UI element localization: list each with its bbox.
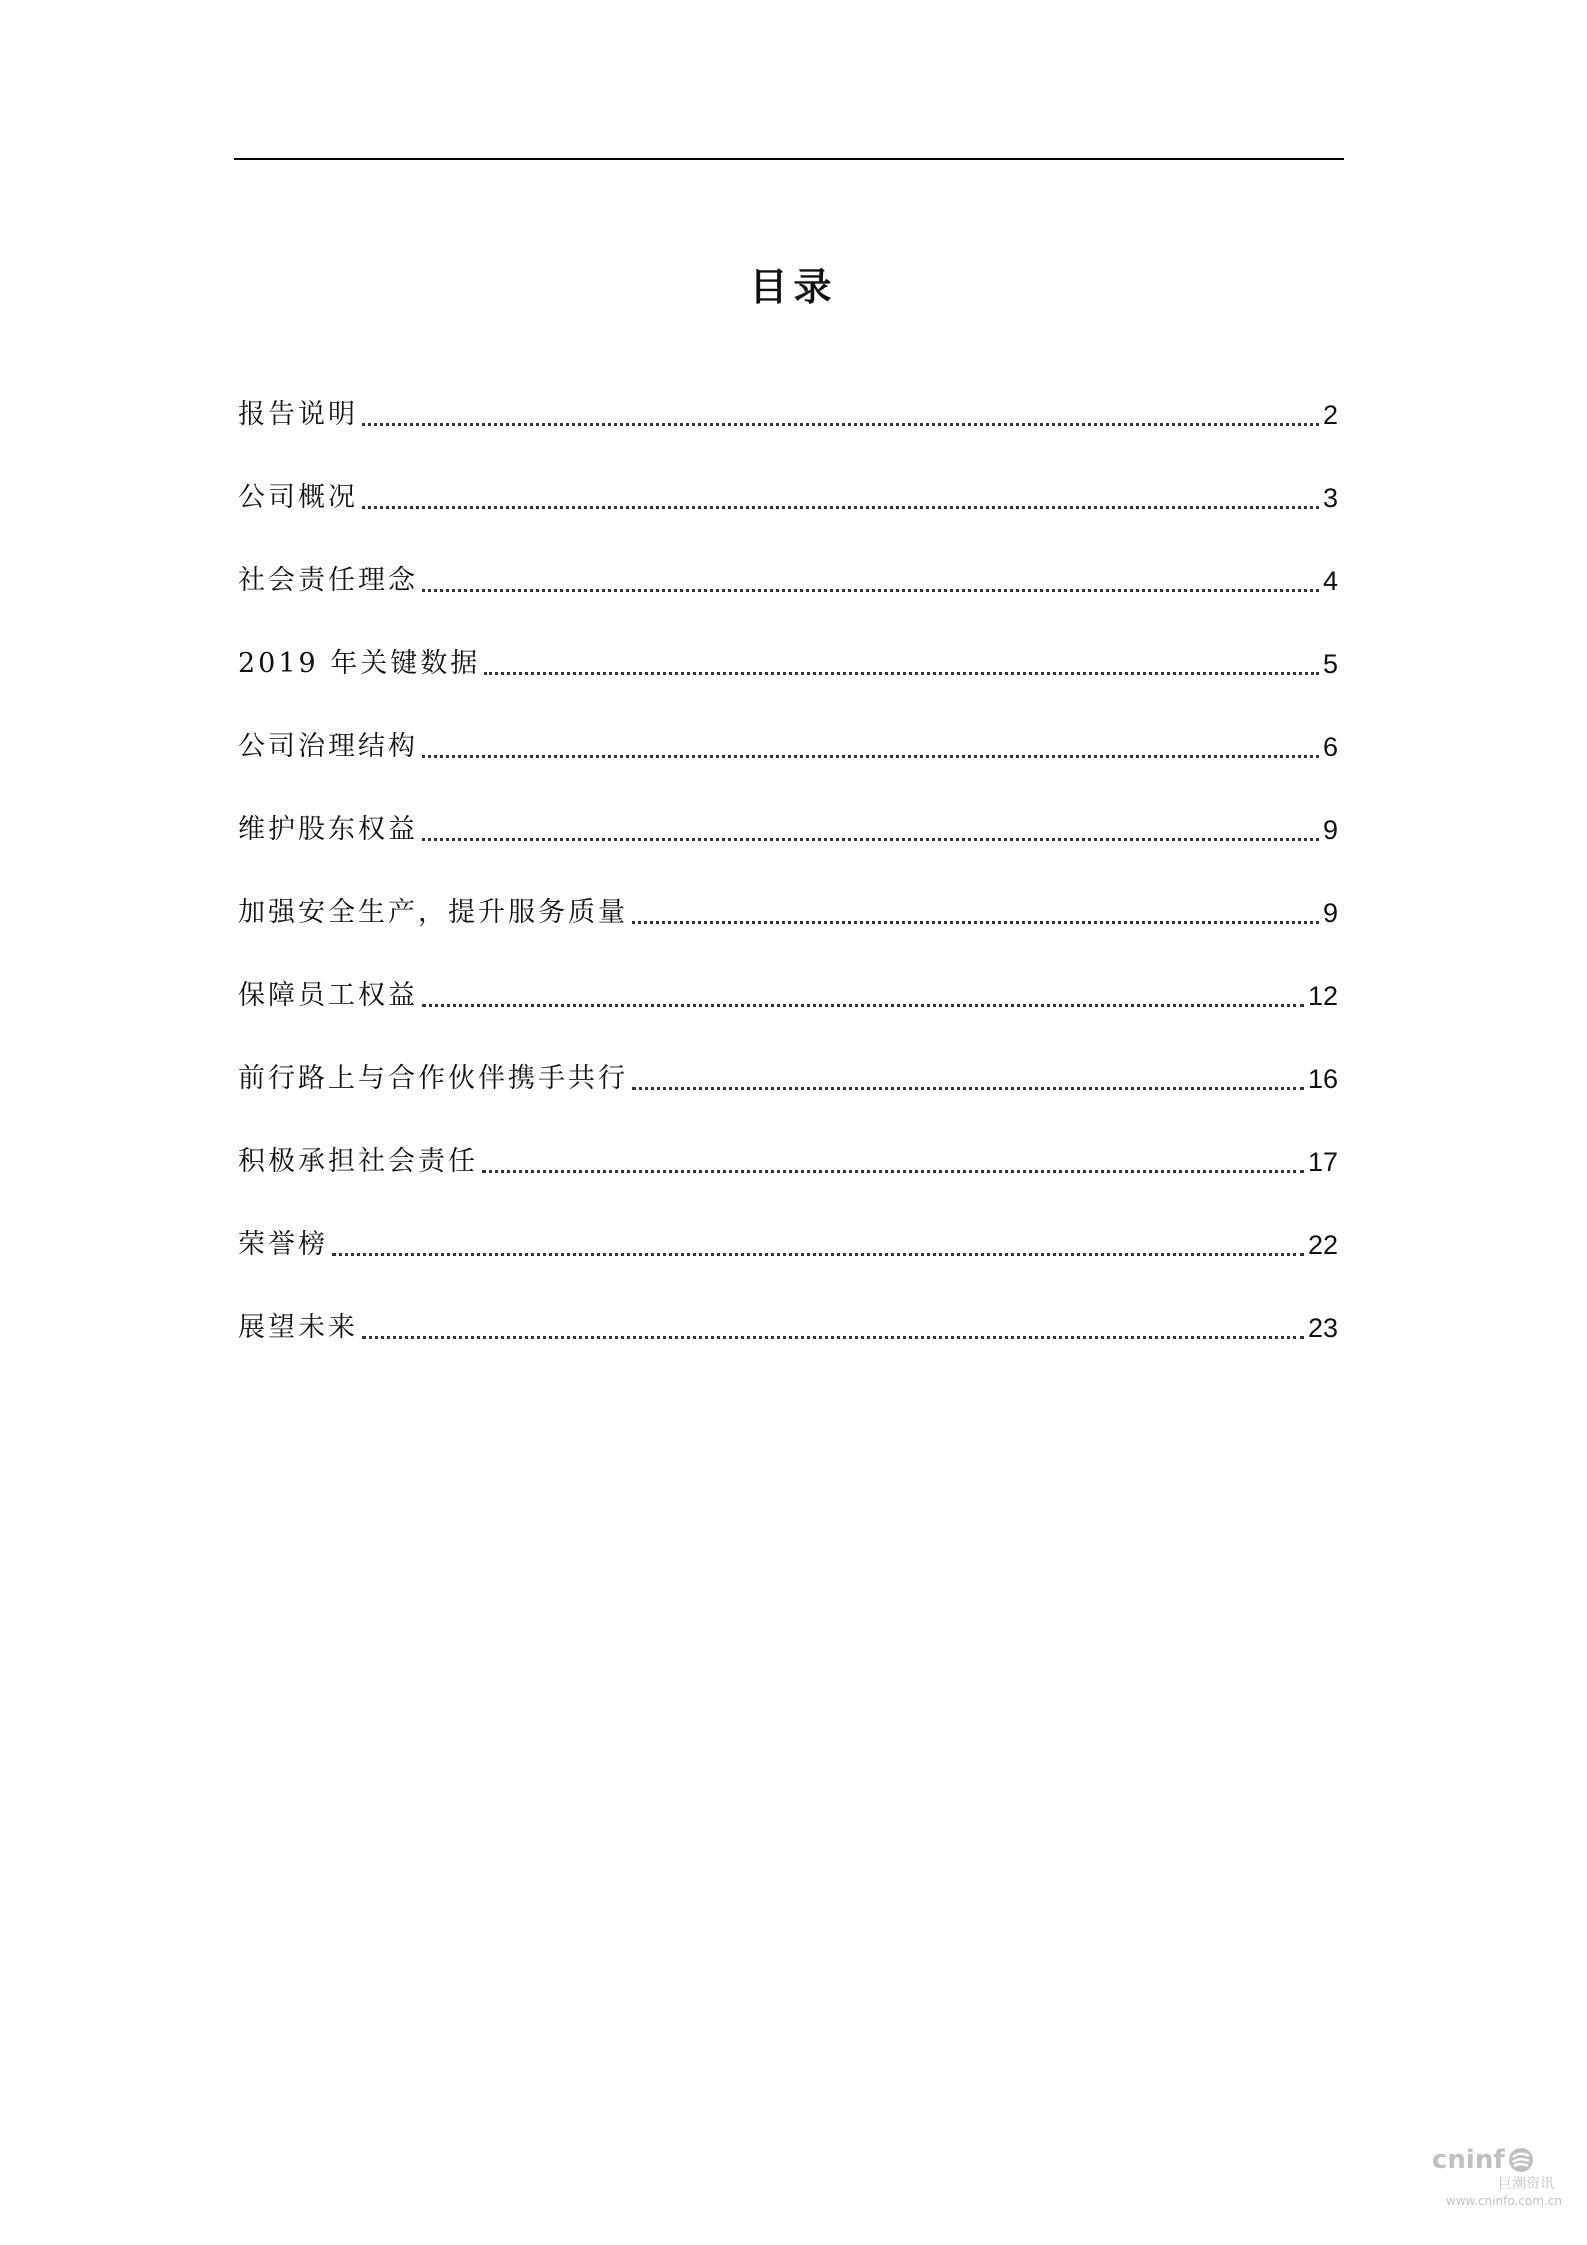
toc-dot-leader [332, 1253, 1304, 1256]
toc-entry-page: 3 [1322, 483, 1338, 513]
toc-dot-leader [632, 921, 1319, 924]
toc-entry[interactable] [238, 850, 1338, 933]
toc-entry-label: 维护股东权益 [238, 814, 418, 845]
toc-entry-label: 荣誉榜 [238, 1229, 328, 1260]
toc-entry[interactable] [238, 767, 1338, 850]
toc-entry-page: 9 [1322, 898, 1338, 928]
toc-entry-label: 社会责任理念 [238, 565, 418, 596]
toc-entry-page: 23 [1307, 1313, 1338, 1343]
toc-list [238, 352, 1338, 1348]
toc-dot-leader [632, 1087, 1304, 1090]
toc-entry-page: 22 [1307, 1230, 1338, 1260]
toc-entry[interactable] [238, 1016, 1338, 1099]
cninfo-url: www.cninfo.com.cn [1445, 2194, 1562, 2208]
toc-entry-label: 加强安全生产，提升服务质量 [238, 897, 628, 928]
toc-dot-leader [362, 1336, 1304, 1339]
toc-entry-page: 16 [1307, 1064, 1338, 1094]
toc-entry[interactable] [238, 1099, 1338, 1182]
toc-entry-label: 积极承担社会责任 [238, 1146, 478, 1177]
toc-dot-leader [422, 1004, 1304, 1007]
toc-entry[interactable] [238, 518, 1338, 601]
cninfo-cn-name: 巨潮资讯 [1498, 2176, 1554, 2192]
toc-dot-leader [422, 838, 1319, 841]
toc-entry[interactable] [238, 1182, 1338, 1265]
toc-entry-page: 17 [1307, 1147, 1338, 1177]
toc-title: 目录 [749, 265, 838, 309]
toc-entry-label: 保障员工权益 [238, 980, 418, 1011]
toc-entry-page: 6 [1322, 732, 1338, 762]
toc-entry-label: 前行路上与合作伙伴携手共行 [238, 1063, 628, 1094]
toc-dot-leader [484, 672, 1319, 675]
toc-entry-label: 报告说明 [238, 399, 358, 430]
cninfo-logo-text: cninf [1432, 2145, 1505, 2175]
toc-entry-label: 公司概况 [238, 482, 358, 513]
toc-entry[interactable] [238, 435, 1338, 518]
toc-entry-page: 5 [1322, 649, 1338, 679]
toc-entry-label: 公司治理结构 [238, 731, 418, 762]
toc-entry[interactable] [238, 684, 1338, 767]
toc-dot-leader [362, 506, 1319, 509]
toc-dot-leader [362, 423, 1319, 426]
header-rule [234, 158, 1344, 160]
cninfo-watermark [1432, 2145, 1562, 2217]
toc-entry[interactable] [238, 933, 1338, 1016]
cninfo-logo-icon [1507, 2146, 1535, 2174]
toc-entry-label: 展望未来 [238, 1312, 358, 1343]
toc-entry-page: 2 [1322, 400, 1338, 430]
toc-entry-page: 9 [1322, 815, 1338, 845]
toc-entry[interactable] [238, 1265, 1338, 1348]
toc-entry-label: 2019 年关键数据 [238, 648, 481, 679]
cninfo-logo [1432, 2145, 1562, 2175]
toc-dot-leader [422, 755, 1319, 758]
toc-entry-page: 12 [1307, 981, 1338, 1011]
toc-entry[interactable] [238, 601, 1338, 684]
toc-dot-leader [422, 589, 1319, 592]
toc-entry[interactable] [238, 352, 1338, 435]
toc-entry-page: 4 [1322, 566, 1338, 596]
toc-dot-leader [482, 1170, 1304, 1173]
